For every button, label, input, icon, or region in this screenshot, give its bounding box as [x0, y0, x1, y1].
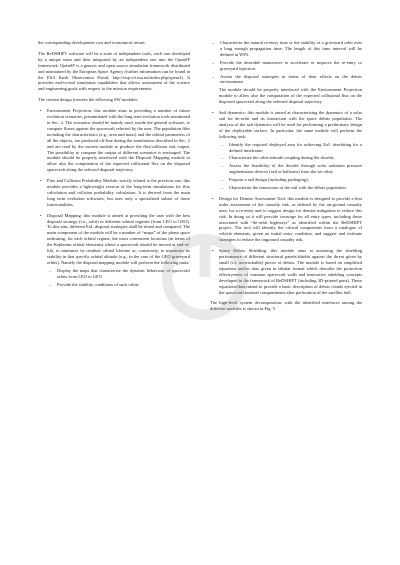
task-item: – Characterise the interaction of the sail with the debris population.	[229, 185, 362, 191]
list-item-sail-dynamics	[219, 110, 362, 191]
list-item-text: Environment Projection: this module aims at providing a number of future evolution scenarios, presimulated with the long term evolution tools mentioned in Sec. 2. The scenarios should be mainly used, inside the general software, to compute fluxes against the spacecraft selected by the user. The population files including the characteristics (e.g., area and mass) and the orbital parameters of all the objects, are produced off-line during the simulations described in Sec. 2 and are read by the current module to produce the flux/collision risk output. The possibility to compare the output of different scenarios is envisaged. The module should be properly interfaced with the Disposal Mapping module to allow also the computation of the expected collisional flux on the disposed spacecraft along the selected disposal trajectory.	[47, 108, 190, 173]
task-item: – Identify the required deployed area for achieving EoL deorbiting for a defined timeframe;	[229, 142, 362, 154]
list-item-text: Space Debris Shielding: this module aims at assessing the shielding performance of different structural panels/shields against the threat given by small (i.e. un-trackable) pieces of debris. The module is based on simplified equations and/or data given in tabular format which describe the protection effectiveness of common spacecraft walls and innovative shielding concepts developed in the framework of ReDSHIFT (including 3D-printed parts). These equations/data intend to provide a basic description of debris clouds ejected in the spacecraft internal compartments after perforation of the satellite hull.	[219, 248, 362, 295]
task-item: – Propose a sail design (including packaging);	[229, 177, 362, 183]
right-column	[210, 40, 362, 317]
paragraph-high-level: The high-level system decomposition, with the identified interfaces among the different modules is shown in Fig. 5.	[210, 300, 362, 312]
sail-tasks-list	[219, 142, 362, 191]
task-item: – Characterize the orbit-attitude coupling during the deorbit;	[229, 155, 362, 161]
sw-modules-list	[38, 108, 190, 287]
list-item-text: Sail dynamics: this module is aimed at characterising the dynamics of a solar sail for de-orbit and its interaction with the space debris population. The analysis of the sail dynamics will be used for performing a preliminary design of the deployable surface. In particular, the same module will perform the following task:	[219, 110, 362, 139]
list-item-text: Disposal Mapping: this module is aimed at providing the user with the best disposal strategy (i.e., orbit) in different orbital regimes (from LEO to GEO). To this aim, different EoL disposal strategies shall be tested and compared. The main component of the module will be a number of “maps” of the phase space indicating, for each orbital regime, the most convenient locations (in terms of the Keplerian orbital elements) where a spacecraft should be moved at end-of-life, to minimize its residual orbital lifetime or, conversely, to maximize its stability in that specific orbital altitude (e.g., in the case of the GEO graveyard orbits). Namely the disposal mapping module will perform the following tasks:	[47, 212, 190, 265]
task-item: – Display the maps that characterise the dynamic behaviour of spacecraft orbits from LEO to GEO	[57, 268, 190, 280]
list-item-environment-projection	[47, 108, 190, 173]
paragraph-redshift-software: The ReDSHIFT software will be a suite of independent tools, each one developed by a unique team and then integrated by an independent one into the OpenSF framework. OpenSF is a generic and open source simulation framework distributed and maintained by the European Space Agency (further information can be found in the ESA Earth Observation Portal, http://eop-cfi.esa.int/index.php/opensf). It provides end-to-end simulation capabilities that allows assessment of the science and engineering goals with respect to the mission requirements.	[38, 50, 190, 92]
list-item-text: Flux and Collision Probability Module: strictly related to the previous one, this module provides a lightweight version of the long-term simulations for flux calculation and collision probability calculation. It is derived from the main long term evolution softwares, but uses only a specialized subset of those functionalities.	[47, 178, 190, 207]
disposal-tasks-list-continued	[210, 40, 362, 85]
list-item-flux-collision	[47, 178, 190, 208]
list-item-debris-shielding	[219, 248, 362, 295]
task-item: – Characterise the natural re-entry time or the stability of a graveyard orbit over a long enough propagation time. The length of this time interval will be defined in WP3.	[220, 40, 362, 58]
list-item-design-for-demise	[219, 196, 362, 243]
paragraph-current-design: The current design foresees the following SW modules:	[38, 97, 139, 103]
task-item: – Provide the stability conditions of such orbits	[57, 282, 190, 288]
list-item-disposal-mapping	[47, 213, 190, 288]
disposal-tasks-list	[47, 268, 190, 288]
paragraph-module-interfaced: The module should be properly interfaced with the Environment Projection module to allow also the computation of the expected collisional flux on the disposed spacecraft along the selected disposal trajectory.	[219, 87, 362, 105]
left-column	[38, 40, 190, 293]
paragraph-continuation: the corresponding development cost and economical return.	[38, 40, 146, 45]
task-item: – Provide the desirable manoeuvre to accelerate or improve the re-entry or graveyard injection.	[220, 60, 362, 72]
sw-modules-list-continued	[210, 110, 362, 295]
task-item: – Assess the feasibility of the deorbit through solar radiation pressure augmentation devices (sail or balloons) from the set orbit;	[229, 163, 362, 175]
task-item: – Assess the disposal strategies in terms of their effects on the debris environment.	[220, 74, 362, 86]
list-item-text: Design for Demise Assessment Tool: this module is designed to provide a first order assessment of the casualty risk, as defined by the on-ground casualty area, for a re-entry and to suggest design for demise mitigation to reduce this risk. In doing so it will provide coverage for all entry types, including those associated with “de-orbit highways” as identified within the ReDSHIFT project. The tool will identify the critical components from a catalogue of vehicle elements, given an initial entry condition, and suggest and evaluate strategies to reduce the onground casualty risk.	[219, 195, 362, 243]
